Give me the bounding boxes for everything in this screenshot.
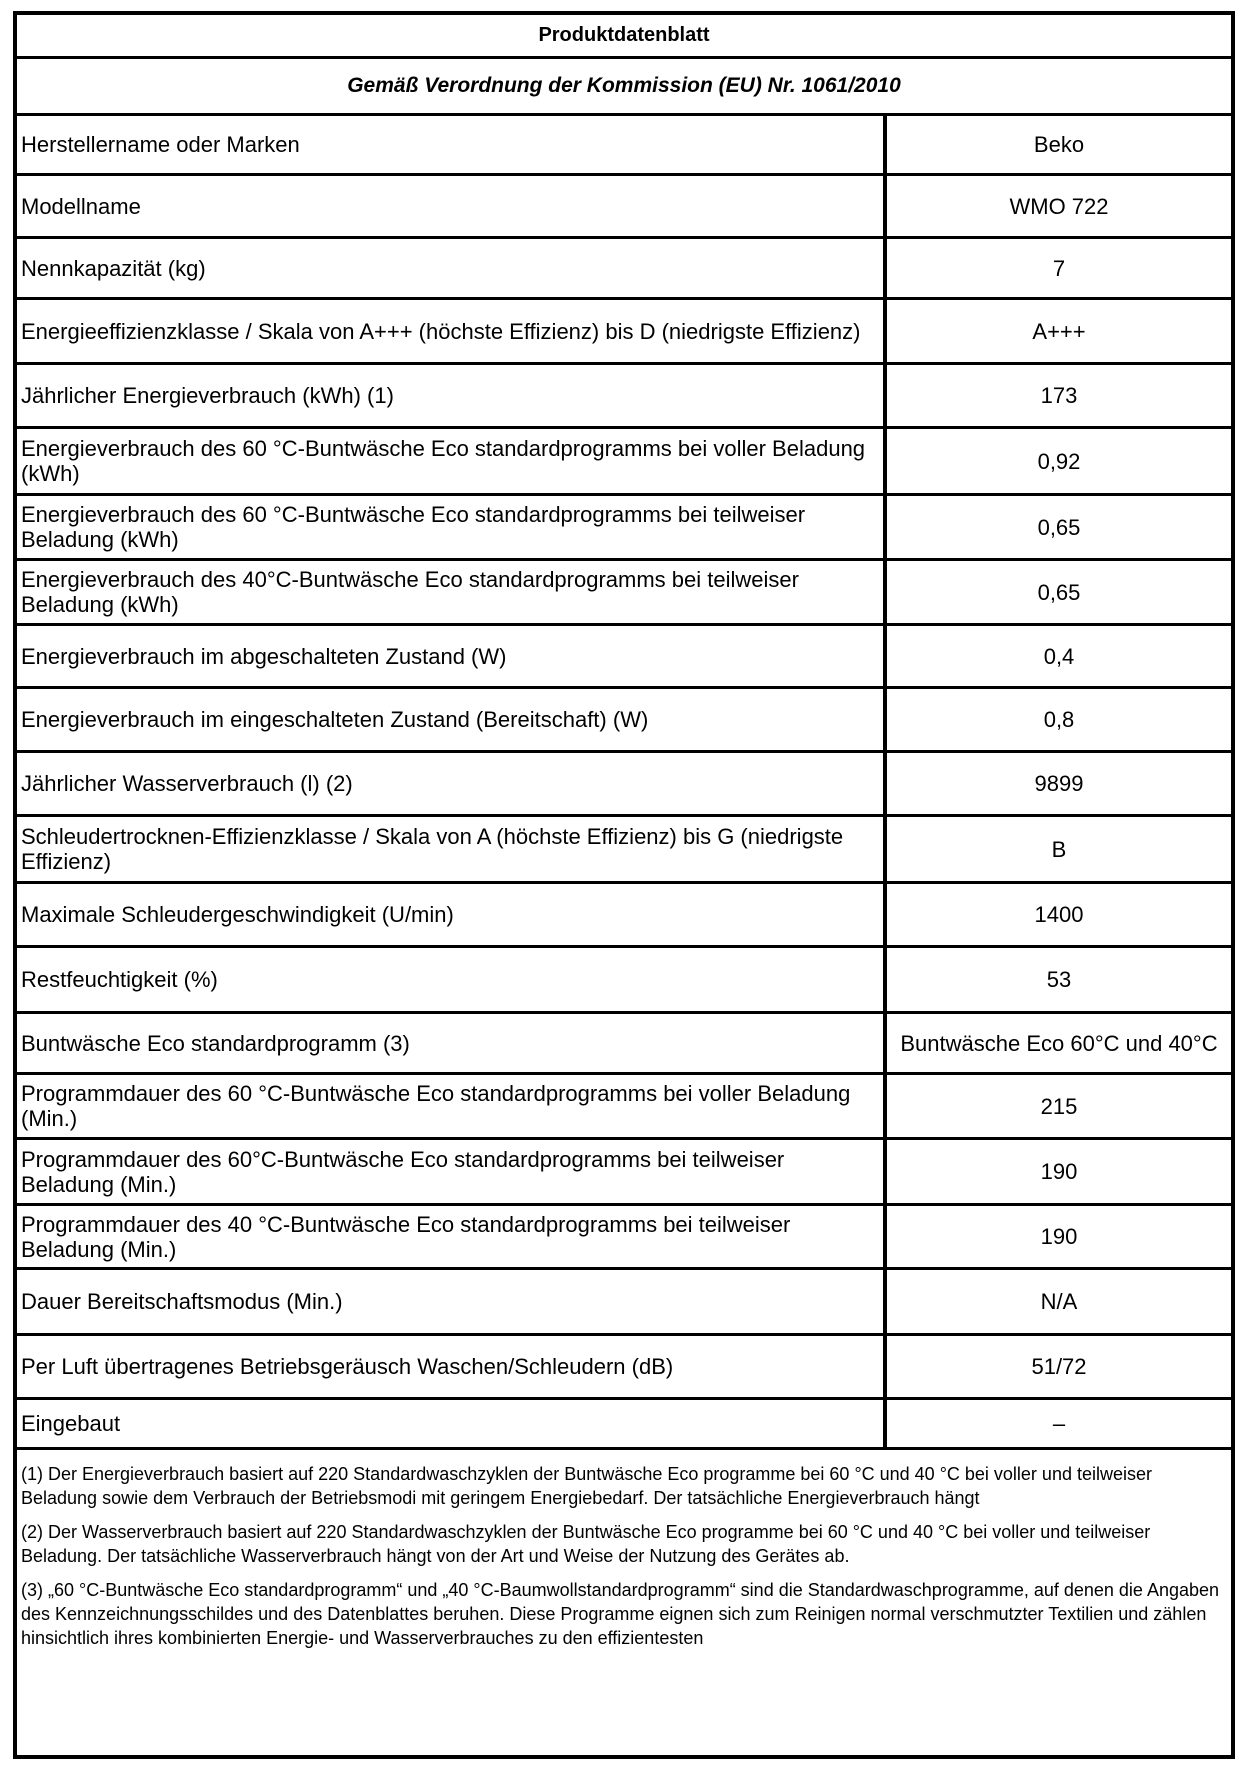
table-row [17,1140,1231,1206]
footnote: (1) Der Energieverbrauch basiert auf 220 Standardwaschzyklen der Buntwäsche Eco programme bei 60 °C und 40 °C bei voller und teilweiser Beladung sowie dem Verbrauch der Betriebsmodi mit geringem Energiebedarf. Der tatsächliche Energieverbrauch hängt [21,1464,1152,1508]
row-label: Energieverbrauch des 40°C-Buntwäsche Eco standardprogramms bei teilweiser Beladung (kWh) [17,561,887,623]
table-row [17,689,1231,753]
row-label: Programmdauer des 40 °C-Buntwäsche Eco standardprogramms bei teilweiser Beladung (Min.) [17,1206,887,1267]
row-value: WMO 722 [1009,193,1109,219]
table-row [17,1014,1231,1075]
row-value: 9899 [1034,771,1084,796]
table-row [17,1336,1231,1400]
row-value: Beko [1033,132,1085,157]
row-value: 0,92 [1037,448,1081,474]
table-row [17,239,1231,300]
table-row [17,496,1231,561]
row-label: Energieverbrauch im abgeschalteten Zustand (W) [17,626,887,686]
table-row [17,429,1231,496]
row-value: 190 [1040,1159,1078,1184]
sheet-title: Produktdatenblatt [17,15,1231,59]
row-value: 173 [1040,383,1078,408]
row-label: Energieverbrauch im eingeschalteten Zustand (Bereitschaft) (W) [17,689,887,750]
row-value: 0,8 [1043,707,1075,732]
row-label: Modellname [17,176,887,236]
row-value: 0,65 [1037,579,1081,605]
row-value: A+++ [1032,318,1086,344]
table-row [17,116,1231,176]
row-value: 7 [1052,255,1066,281]
row-value: Buntwäsche Eco 60°C und 40°C [900,1030,1218,1056]
row-label: Programmdauer des 60 °C-Buntwäsche Eco standardprogramms bei voller Beladung (Min.) [17,1075,887,1137]
row-value: 51/72 [1031,1354,1087,1379]
table-row [17,948,1231,1014]
row-label: Dauer Bereitschaftsmodus (Min.) [17,1270,887,1333]
table-row [17,365,1231,429]
table-row [17,561,1231,626]
table-row [17,753,1231,817]
row-value: 215 [1040,1093,1078,1119]
table-row [17,1270,1231,1336]
row-label: Nennkapazität (kg) [17,239,887,297]
row-value: – [1052,1411,1066,1436]
row-label: Energieeffizienzklasse / Skala von A+++ (höchste Effizienz) bis D (niedrigste Effizienz) [17,300,887,362]
row-value: 1400 [1034,902,1084,927]
row-label: Buntwäsche Eco standardprogramm (3) [17,1014,887,1072]
sheet-subtitle: Gemäß Verordnung der Kommission (EU) Nr. 1061/2010 [17,59,1231,116]
row-label: Restfeuchtigkeit (%) [17,948,887,1011]
row-label: Maximale Schleudergeschwindigkeit (U/min) [17,884,887,945]
footnote: (3) „60 °C-Buntwäsche Eco standardprogramm“ und „40 °C-Baumwollstandardprogramm“ sind die Standardwaschprogramme, auf denen die Angaben des Kennzeichnungsschildes und des Datenblattes beruhen. Diese Programme eignen sich zum Reinigen normal verschmutzter Textilien und zählen hinsichtlich ihres kombinierten Energie- und Wasserverbrauches zu den effizientesten [21,1580,1220,1648]
product-data-sheet [13,11,1235,1759]
row-label: Eingebaut [17,1400,887,1447]
row-value: B [1051,836,1067,862]
table-row [17,884,1231,948]
row-value: 190 [1040,1224,1078,1249]
row-label: Jährlicher Energieverbrauch (kWh) (1) [17,365,887,426]
row-value: N/A [1040,1289,1078,1314]
table-row [17,1206,1231,1270]
row-label: Schleudertrocknen-Effizienzklasse / Skala von A (höchste Effizienz) bis G (niedrigste Effizienz) [17,817,887,881]
row-value: 0,65 [1037,514,1081,540]
table-row [17,1075,1231,1140]
row-label: Per Luft übertragenes Betriebsgeräusch Waschen/Schleudern (dB) [17,1336,887,1397]
row-value: 0,4 [1043,643,1075,669]
table-row [17,817,1231,884]
table-row [17,1400,1231,1450]
table-row [17,176,1231,239]
footnotes [17,1450,1231,1650]
table-row [17,300,1231,365]
row-label: Herstellername oder Marken [17,116,887,173]
row-label: Programmdauer des 60°C-Buntwäsche Eco standardprogramms bei teilweiser Beladung (Min.) [17,1140,887,1203]
footnote: (2) Der Wasserverbrauch basiert auf 220 Standardwaschzyklen der Buntwäsche Eco programme bei 60 °C und 40 °C bei voller und teilweiser Beladung. Der tatsächliche Wasserverbrauch hängt von der Art und Weise der Nutzung des Gerätes ab. [21,1522,1151,1566]
row-label: Jährlicher Wasserverbrauch (l) (2) [17,753,887,814]
table-row [17,626,1231,689]
row-label: Energieverbrauch des 60 °C-Buntwäsche Eco standardprogramms bei voller Beladung (kWh) [17,429,887,493]
row-value: 53 [1046,967,1072,992]
row-label: Energieverbrauch des 60 °C-Buntwäsche Eco standardprogramms bei teilweiser Beladung (kWh) [17,496,887,558]
